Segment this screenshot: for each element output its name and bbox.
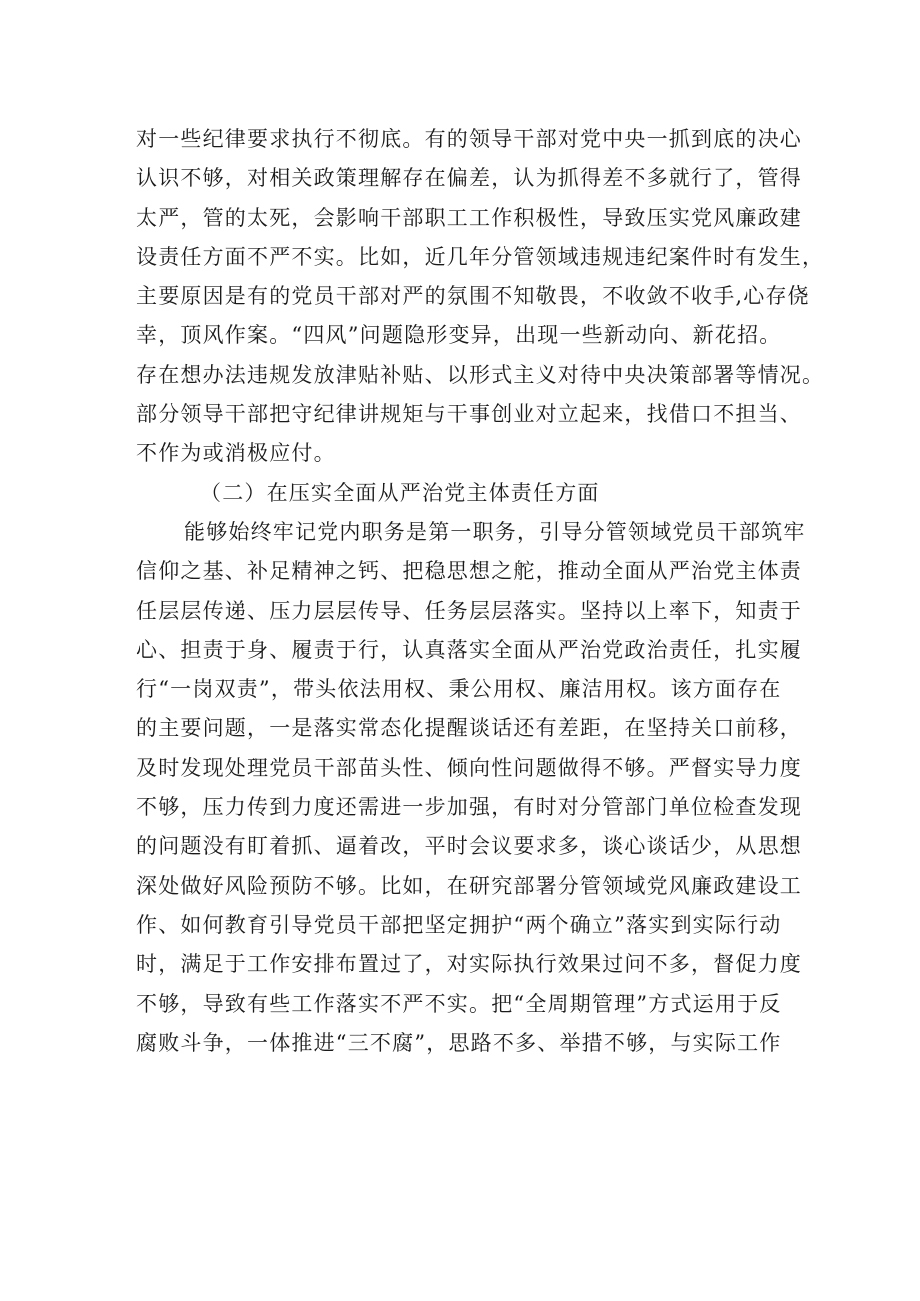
section-heading: （二）在压实全面从严治党主体责任方面 <box>200 480 600 505</box>
text-line: 认识不够，对相关政策理解存在偏差，认为抓得差不多就行了，管得 <box>136 166 802 191</box>
text-line: 不够，压力传到力度还需进一步加强，有时对分管部门单位检查发现 <box>136 795 802 820</box>
text-line: 的主要问题，一是落实常态化提醒谈话还有差距，在坚持关口前移， <box>136 716 802 741</box>
text-line: 及时发现处理党员干部苗头性、倾向性问题做得不够。严督实导力度 <box>136 755 802 780</box>
text-line: 腐败斗争，一体推进“三不腐”，思路不多、举措不够，与实际工作 <box>136 1030 782 1055</box>
text-line: 存在想办法违规发放津贴补贴、以形式主义对待中央决策部署等情况。 <box>136 362 825 387</box>
text-line: 信仰之基、补足精神之钙、把稳思想之舵，推动全面从严治党主体责 <box>136 559 802 584</box>
text-line: 太严，管的太死，会影响干部职工工作积极性，导致压实党风廉政建 <box>136 205 802 230</box>
text-line: 任层层传递、压力层层传导、任务层层落实。坚持以上率下，知责于 <box>136 598 802 623</box>
text-line: 部分领导干部把守纪律讲规矩与干事创业对立起来，找借口不担当、 <box>136 402 802 427</box>
text-line: 不够，导致有些工作落实不严不实。把“全周期管理”方式运用于反 <box>136 991 782 1016</box>
text-line: 幸，顶风作案。“四风”问题隐形变异，出现一些新动向、新花招。 <box>136 323 782 348</box>
text-line: 设责任方面不严不实。比如，近几年分管领域违规违纪案件时有发生， <box>136 244 825 269</box>
text-line: 作、如何教育引导党员干部把坚定拥护“两个确立”落实到实际行动 <box>136 912 782 937</box>
text-line: 对一些纪律要求执行不彻底。有的领导干部对党中央一抓到底的决心 <box>136 127 802 151</box>
text-line: 能够始终牢记党内职务是第一职务，引导分管领域党员干部筑牢 <box>184 519 806 544</box>
text-line: 不作为或消极应付。 <box>136 441 336 466</box>
text-line: 时，满足于工作安排布置过了，对实际执行效果过问不多，督促力度 <box>136 952 802 977</box>
text-line: 的问题没有盯着抓、逼着改，平时会议要求多，谈心谈话少，从思想 <box>136 834 802 859</box>
document-body <box>136 120 825 1063</box>
text-line: 行“一岗双责”，带头依法用权、秉公用权、廉洁用权。该方面存在 <box>136 677 782 702</box>
text-line: 深处做好风险预防不够。比如，在研究部署分管领域党风廉政建设工 <box>136 873 802 898</box>
text-line: 主要原因是有的党员干部对严的氛围不知敬畏，不收敛不收手,心存侥 <box>136 284 810 309</box>
text-line: 心、担责于身、履责于行，认真落实全面从严治党政治责任，扎实履 <box>136 637 802 662</box>
